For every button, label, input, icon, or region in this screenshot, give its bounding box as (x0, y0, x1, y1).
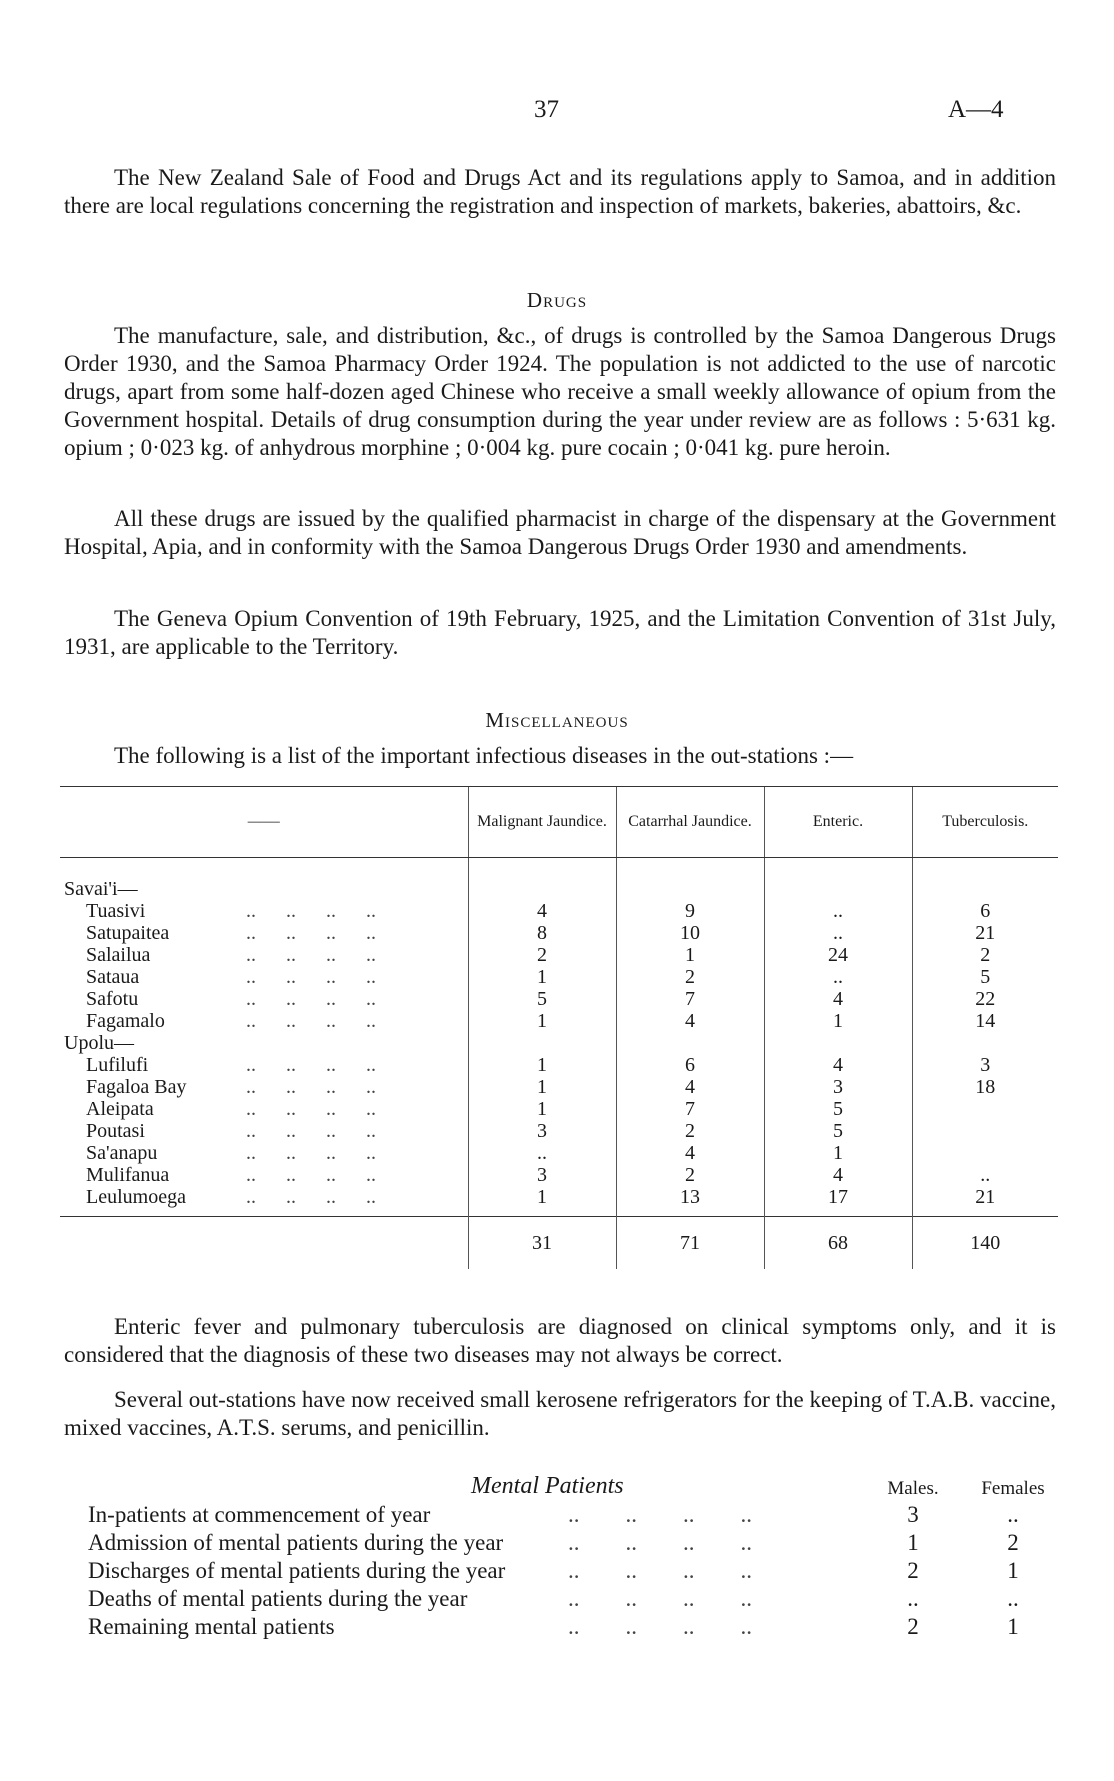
leader-dots: .. .. .. .. (568, 1558, 752, 1583)
group-name: Upolu— (64, 1032, 134, 1054)
table-cell: 1 (468, 1076, 616, 1098)
place-name (60, 922, 468, 944)
table-cell: 8 (468, 922, 616, 944)
table-cell (616, 858, 764, 901)
leader-dots: .. .. .. .. (236, 1098, 376, 1120)
mental-row (88, 1585, 1063, 1613)
totals-label-cell (60, 1217, 468, 1270)
infectious-diseases-table (60, 786, 1058, 1269)
header-males: Males. (887, 1478, 939, 1499)
drugs-paragraph-3: The Geneva Opium Convention of 19th February, 1925, and the Limitation Convention of 31st July, 1931, are applicable to the Territory. (64, 606, 1056, 659)
table-cell: .. (912, 1164, 1058, 1186)
table-cell: 5 (764, 1120, 912, 1142)
table-cell: 10 (616, 922, 764, 944)
table-cell: 4 (616, 1076, 764, 1098)
place-name (60, 1010, 468, 1032)
drugs-paragraph-2: All these drugs are issued by the qualified pharmacist in charge of the dispensary at the Government Hospital, Apia, and in conformity with the Samoa Dangerous Drugs Order 1930 and amendments. (64, 506, 1056, 559)
table-row (60, 922, 1058, 944)
table-row (60, 944, 1058, 966)
table-cell: 21 (912, 922, 1058, 944)
place-label: Fagaloa Bay (86, 1076, 187, 1098)
place-label: Satupaitea (86, 922, 170, 944)
table-cell: 13 (616, 1186, 764, 1217)
miscellaneous-heading: Miscellaneous (485, 708, 629, 732)
mental-row-label: In-patients at commencement of year (88, 1502, 431, 1527)
intro-paragraph: The New Zealand Sale of Food and Drugs Act and its regulations apply to Samoa, and in addition there are local regulations concerning the registration and inspection of markets, bakeries, abattoirs, &c. (64, 165, 1056, 218)
document-reference: A—4 (948, 96, 1004, 123)
mental-row-label: Remaining mental patients (88, 1614, 335, 1639)
table-cell: 1 (468, 966, 616, 988)
table-cell: .. (764, 922, 912, 944)
total-cell: 71 (616, 1217, 764, 1270)
mental-row-label: Discharges of mental patients during the year (88, 1558, 506, 1583)
place-label: Fagamalo (86, 1010, 165, 1032)
table-cell: 4 (764, 1054, 912, 1076)
mental-row-label-cell (88, 1529, 863, 1557)
place-name (60, 1142, 468, 1164)
mental-row-label-cell (88, 1613, 863, 1641)
total-cell: 140 (912, 1217, 1058, 1270)
mental-males-value: 2 (907, 1614, 919, 1639)
table-row (60, 900, 1058, 922)
table-cell: 17 (764, 1186, 912, 1217)
table-cell (616, 1032, 764, 1054)
mental-patients-title: Mental Patients (471, 1473, 624, 1499)
place-label: Salailua (86, 944, 151, 966)
table-cell (912, 1120, 1058, 1142)
table-cell: 5 (912, 966, 1058, 988)
table-group-row (60, 1032, 1058, 1054)
table-cell: 1 (468, 1054, 616, 1076)
table-cell: 22 (912, 988, 1058, 1010)
table-row (60, 1076, 1058, 1098)
table-cell (468, 1032, 616, 1054)
table-cell: 6 (912, 900, 1058, 922)
drugs-heading: Drugs (526, 288, 588, 312)
leader-dots: .. .. .. .. (236, 1010, 376, 1032)
place-label: Sa'anapu (86, 1142, 158, 1164)
table-cell: 4 (616, 1142, 764, 1164)
table-cell: 2 (912, 944, 1058, 966)
table-cell (764, 1032, 912, 1054)
table-cell: 1 (468, 1098, 616, 1120)
mental-row-label-cell (88, 1501, 863, 1529)
place-name (60, 900, 468, 922)
mental-females-value: 1 (1007, 1614, 1019, 1639)
table-cell: 3 (912, 1054, 1058, 1076)
totals-row (60, 1217, 1058, 1270)
leader-dots: .. .. .. .. (568, 1586, 752, 1611)
place-label: Lufilufi (86, 1054, 149, 1076)
mental-body (88, 1501, 1063, 1641)
place-name (60, 944, 468, 966)
group-name: Savai'i— (64, 878, 138, 900)
table-cell: 21 (912, 1186, 1058, 1217)
table-cell (912, 1142, 1058, 1164)
mental-row-label: Deaths of mental patients during the year (88, 1586, 468, 1611)
table-group-row (60, 858, 1058, 901)
table-header-row (60, 787, 1058, 858)
place-name (60, 1054, 468, 1076)
place-name (60, 1098, 468, 1120)
mental-females-value: 2 (1007, 1530, 1019, 1555)
header-place: —— (60, 787, 468, 858)
table-cell: 1 (616, 944, 764, 966)
table-row (60, 1054, 1058, 1076)
table-cell (912, 858, 1058, 901)
place-name (60, 1186, 468, 1217)
table-cell: 4 (616, 1010, 764, 1032)
drugs-paragraph-1: The manufacture, sale, and distribution, &c., of drugs is controlled by the Samoa Dangerous Drugs Order 1930, and the Samoa Pharmacy Order 1924. The population is not addicted to the use of narcotic drugs, apart from some half-dozen aged Chinese who receive a small weekly allowance of opium from the Government hospital. Details of drug consumption during the year under review are as follows : 5·631 kg. opium ; 0·023 kg. of anhydrous morphine ; 0·004 kg. pure cocain ; 0·041 kg. pure heroin. (64, 323, 1056, 460)
place-name (60, 1164, 468, 1186)
table-row (60, 1186, 1058, 1217)
table-cell: 2 (616, 1164, 764, 1186)
mental-row-label: Admission of mental patients during the year (88, 1530, 504, 1555)
leader-dots: .. .. .. .. (236, 1142, 376, 1164)
table-cell: 1 (764, 1142, 912, 1164)
table-cell: 7 (616, 988, 764, 1010)
place-label: Aleipata (86, 1098, 154, 1120)
table-cell: 2 (616, 966, 764, 988)
leader-dots: .. .. .. .. (568, 1502, 752, 1527)
mental-header-row (88, 1465, 1063, 1501)
mental-row (88, 1501, 1063, 1529)
place-label: Tuasivi (86, 900, 146, 922)
table-cell: 14 (912, 1010, 1058, 1032)
table-cell: 4 (764, 988, 912, 1010)
leader-dots: .. .. .. .. (236, 988, 376, 1010)
mental-row (88, 1529, 1063, 1557)
table-cell: 9 (616, 900, 764, 922)
place-label: Safotu (86, 988, 139, 1010)
table-row (60, 1142, 1058, 1164)
table-cell: 3 (764, 1076, 912, 1098)
place-label: Sataua (86, 966, 140, 988)
table-cell: 18 (912, 1076, 1058, 1098)
place-label: Mulifanua (86, 1164, 170, 1186)
leader-dots: .. .. .. .. (236, 1076, 376, 1098)
table-cell: 5 (468, 988, 616, 1010)
mental-males-value: .. (907, 1586, 919, 1611)
leader-dots: .. .. .. .. (236, 1186, 376, 1208)
table-cell: 1 (468, 1186, 616, 1217)
leader-dots: .. .. .. .. (568, 1530, 752, 1555)
diagnosis-paragraph: Enteric fever and pulmonary tuberculosis are diagnosed on clinical symptoms only, and it is considered that the diagnosis of these two diseases may not always be correct. (64, 1314, 1056, 1367)
table-cell: 1 (468, 1010, 616, 1032)
table-cell: 4 (468, 900, 616, 922)
mental-males-value: 2 (907, 1558, 919, 1583)
table-cell: .. (468, 1142, 616, 1164)
refrigerators-paragraph: Several out-stations have now received small kerosene refrigerators for the keeping of T.A.B. vaccine, mixed vaccines, A.T.S. serums, and penicillin. (64, 1387, 1056, 1440)
table-row (60, 966, 1058, 988)
leader-dots: .. .. .. .. (236, 1164, 376, 1186)
header-tuberculosis: Tuberculosis. (912, 787, 1058, 858)
mental-row (88, 1613, 1063, 1641)
table-body (60, 858, 1058, 1270)
page-number: 37 (534, 96, 559, 123)
table-cell (764, 858, 912, 901)
table-cell: 2 (468, 944, 616, 966)
mental-females-value: 1 (1007, 1558, 1019, 1583)
place-label: Poutasi (86, 1120, 145, 1142)
mental-row (88, 1557, 1063, 1585)
leader-dots: .. .. .. .. (236, 900, 376, 922)
mental-females-value: .. (1007, 1502, 1019, 1527)
total-cell: 68 (764, 1217, 912, 1270)
table-cell: 1 (764, 1010, 912, 1032)
table-cell: .. (764, 966, 912, 988)
header-females: Females (981, 1478, 1045, 1499)
leader-dots: .. .. .. .. (236, 922, 376, 944)
table-row (60, 1010, 1058, 1032)
table-row (60, 1120, 1058, 1142)
leader-dots: .. .. .. .. (236, 966, 376, 988)
table-cell: 4 (764, 1164, 912, 1186)
leader-dots: .. .. .. .. (568, 1614, 752, 1639)
mental-patients-table (88, 1465, 1063, 1641)
leader-dots: .. .. .. .. (236, 944, 376, 966)
place-name (60, 1120, 468, 1142)
table-cell: 7 (616, 1098, 764, 1120)
table-cell (912, 1098, 1058, 1120)
header-malignant-jaundice: Malignant Jaundice. (468, 787, 616, 858)
leader-dots: .. .. .. .. (236, 1054, 376, 1076)
header-catarrhal-jaundice: Catarrhal Jaundice. (616, 787, 764, 858)
table-cell: 2 (616, 1120, 764, 1142)
table-row (60, 1098, 1058, 1120)
miscellaneous-intro: The following is a list of the important infectious diseases in the out-stations :— (114, 743, 854, 768)
mental-females-value: .. (1007, 1586, 1019, 1611)
mental-row-label-cell (88, 1585, 863, 1613)
table-cell: 3 (468, 1164, 616, 1186)
table-cell: .. (764, 900, 912, 922)
table-row (60, 1164, 1058, 1186)
place-label: Leulumoega (86, 1186, 186, 1208)
mental-males-value: 1 (907, 1530, 919, 1555)
mental-males-value: 3 (907, 1502, 919, 1527)
table-cell: 6 (616, 1054, 764, 1076)
place-name (60, 966, 468, 988)
table-cell: 24 (764, 944, 912, 966)
total-cell: 31 (468, 1217, 616, 1270)
table-cell: 5 (764, 1098, 912, 1120)
table-cell (468, 858, 616, 901)
mental-row-label-cell (88, 1557, 863, 1585)
header-enteric: Enteric. (764, 787, 912, 858)
table-cell (912, 1032, 1058, 1054)
leader-dots: .. .. .. .. (236, 1120, 376, 1142)
place-name (60, 988, 468, 1010)
table-row (60, 988, 1058, 1010)
table-cell: 3 (468, 1120, 616, 1142)
place-name (60, 1076, 468, 1098)
